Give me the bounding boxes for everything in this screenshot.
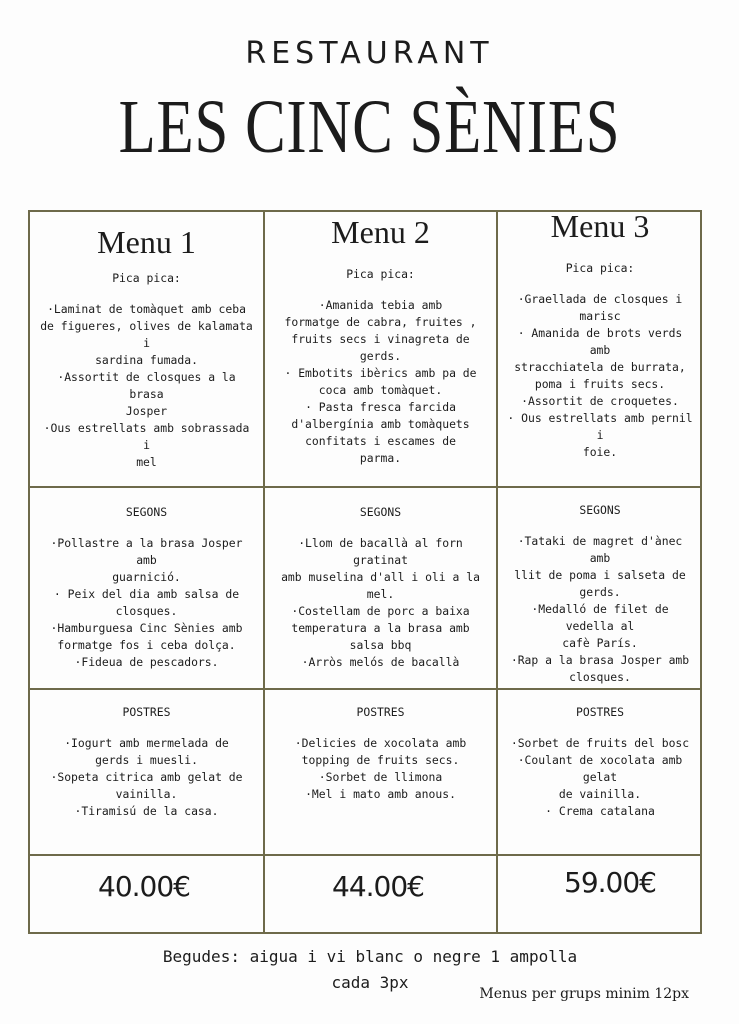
- menu-item: salsa bbq: [349, 638, 412, 652]
- menu-2-starters-items: [273, 297, 488, 467]
- menu-item: ·Hamburguesa Cinc Sènies amb: [50, 621, 243, 635]
- menu-item: amb muselina d'all i oli a la mel.: [281, 570, 480, 601]
- menu-item: ·Mel i mato amb anous.: [305, 787, 456, 801]
- menu-3-price: 59.00€: [564, 866, 656, 899]
- menu-item: · Peix del dia amb salsa de: [53, 587, 240, 601]
- restaurant-title: LES CINC SÈNIES: [118, 85, 621, 169]
- menu-item: confitats i escames de: [305, 434, 456, 448]
- menu-item: ·Fideua de pescadors.: [74, 655, 219, 669]
- menu-item: ·Tiramisú de la casa.: [74, 804, 219, 818]
- menu-item: cafè París.: [562, 636, 638, 650]
- menu-3-desserts: [498, 704, 702, 820]
- menu-item: ·Pollastre a la brasa Josper amb: [50, 536, 243, 567]
- menu-item: topping de fruits secs.: [301, 753, 460, 767]
- menu-1-desserts: [30, 704, 263, 820]
- menu-item: · Crema catalana: [545, 804, 655, 818]
- menu-item: · Pasta fresca farcida: [305, 400, 456, 414]
- menu-item: de vainilla.: [558, 787, 642, 801]
- menu-item: gerds.: [359, 349, 402, 363]
- menu-1-mains-items: [38, 535, 255, 671]
- menu-1-mains-label: SEGONS: [125, 505, 168, 519]
- menu-item: ·Sorbet de llimona: [318, 770, 443, 784]
- menu-2-mains-label: SEGONS: [359, 505, 402, 519]
- menu-item: ·Llom de bacallà al forn gratinat: [298, 536, 463, 567]
- menu-1-mains: [30, 504, 263, 671]
- menu-item: closques.: [569, 670, 631, 684]
- menu-item: formatge de cabra, fruites ,: [284, 315, 477, 329]
- menu-item: ·Rap a la brasa Josper amb: [510, 653, 690, 667]
- menu-1-starters-label: Pica pica:: [112, 271, 181, 285]
- menu-item: gerds i muesli.: [95, 753, 198, 767]
- menu-item: fruits secs i vinagreta de: [291, 332, 470, 346]
- menu-item: · Embotits ibèrics amb pa de: [284, 366, 477, 380]
- menu-item: ·Graellada de closques i: [517, 292, 683, 306]
- menu-item: guarnició.: [112, 570, 181, 584]
- menu-1-desserts-label: POSTRES: [122, 705, 171, 719]
- menu-item: · Ous estrellats amb pernil i: [507, 411, 693, 442]
- menu-2-desserts: [265, 704, 496, 803]
- menu-3-title: Menu 3: [550, 208, 650, 244]
- menu-item: stracchiatela de burrata,: [514, 360, 686, 374]
- menu-2-mains-items: [273, 535, 488, 671]
- menu-1-desserts-items: [38, 735, 255, 820]
- menu-item: ·Sorbet de fruits del bosc: [510, 736, 690, 750]
- grid-divider: [30, 854, 700, 856]
- menu-item: ·Arròs melós de bacallà: [301, 655, 460, 669]
- menu-grid: [28, 210, 702, 934]
- menu-3-starters: [498, 208, 702, 461]
- menu-2-desserts-items: [273, 735, 488, 803]
- menu-item: ·Iogurt amb mermelada de: [64, 736, 229, 750]
- menu-item: temperatura a la brasa amb: [291, 621, 470, 635]
- menu-3-starters-label: Pica pica:: [565, 261, 635, 275]
- menu-3-desserts-label: POSTRES: [575, 705, 624, 719]
- menu-item: vainilla.: [115, 787, 178, 801]
- menu-item: · Amanida de brots verds amb: [517, 326, 683, 357]
- menu-1-title: Menu 1: [97, 224, 196, 260]
- menu-2-starters-label: Pica pica:: [346, 267, 415, 281]
- menu-2-price: 44.00€: [332, 870, 424, 903]
- menu-item: poma i fruits secs.: [534, 377, 666, 391]
- menu-item: ·Costellam de porc a baixa: [291, 604, 470, 618]
- menu-item: ·Amanida tebia amb: [318, 298, 443, 312]
- menu-item: ·Sopeta citrica amb gelat de: [50, 770, 243, 784]
- menu-item: ·Assortit de closques a la brasa: [57, 370, 236, 401]
- menu-item: parma.: [359, 451, 402, 465]
- menu-item: ·Delicies de xocolata amb: [294, 736, 467, 750]
- menu-1-price: 40.00€: [98, 870, 190, 903]
- menu-2-starters: [265, 214, 496, 467]
- menu-3-mains: [498, 502, 702, 686]
- menu-item: d'albergínia amb tomàquets: [291, 417, 470, 431]
- restaurant-kicker: RESTAURANT: [245, 36, 494, 71]
- menu-item: ·Medalló de filet de vedella al: [531, 602, 669, 633]
- menu-item: ·Laminat de tomàquet amb ceba: [47, 302, 246, 316]
- menu-item: mel: [136, 455, 157, 469]
- menu-item: ·Assortit de croquetes.: [521, 394, 679, 408]
- menu-item: closques.: [115, 604, 178, 618]
- menu-2-desserts-label: POSTRES: [356, 705, 405, 719]
- menu-item: formatge fos i ceba dolça.: [57, 638, 236, 652]
- menu-item: ·Ous estrellats amb sobrassada i: [43, 421, 250, 452]
- menu-item: de figueres, olives de kalamata i: [40, 319, 253, 350]
- drinks-note-line-1: Begudes: aigua i vi blanc o negre 1 ampolla: [162, 947, 578, 966]
- grid-divider: [30, 688, 700, 690]
- menu-item: Josper: [125, 404, 168, 418]
- menu-item: sardina fumada.: [95, 353, 198, 367]
- menu-item: ·Tataki de magret d'ànec amb: [517, 534, 683, 565]
- menu-1-starters-items: [38, 301, 255, 471]
- menu-3-desserts-items: [506, 735, 694, 820]
- menu-2-mains: [265, 504, 496, 671]
- menu-3-mains-items: [506, 533, 694, 686]
- drinks-note-line-2: cada 3px: [331, 973, 409, 992]
- menu-item: ·Coulant de xocolata amb gelat: [517, 753, 683, 784]
- group-menus-note: Menus per grups minim 12px: [479, 986, 689, 1002]
- menu-item: coca amb tomàquet.: [318, 383, 443, 397]
- menu-3-mains-label: SEGONS: [579, 503, 621, 517]
- menu-item: llit de poma i salseta de gerds.: [514, 568, 686, 599]
- menu-item: marisc: [579, 309, 621, 323]
- grid-divider: [30, 486, 700, 488]
- menu-2-title: Menu 2: [331, 214, 430, 250]
- menu-item: foie.: [582, 445, 618, 459]
- menu-3-starters-items: [506, 291, 694, 461]
- menu-1-starters: [30, 224, 263, 471]
